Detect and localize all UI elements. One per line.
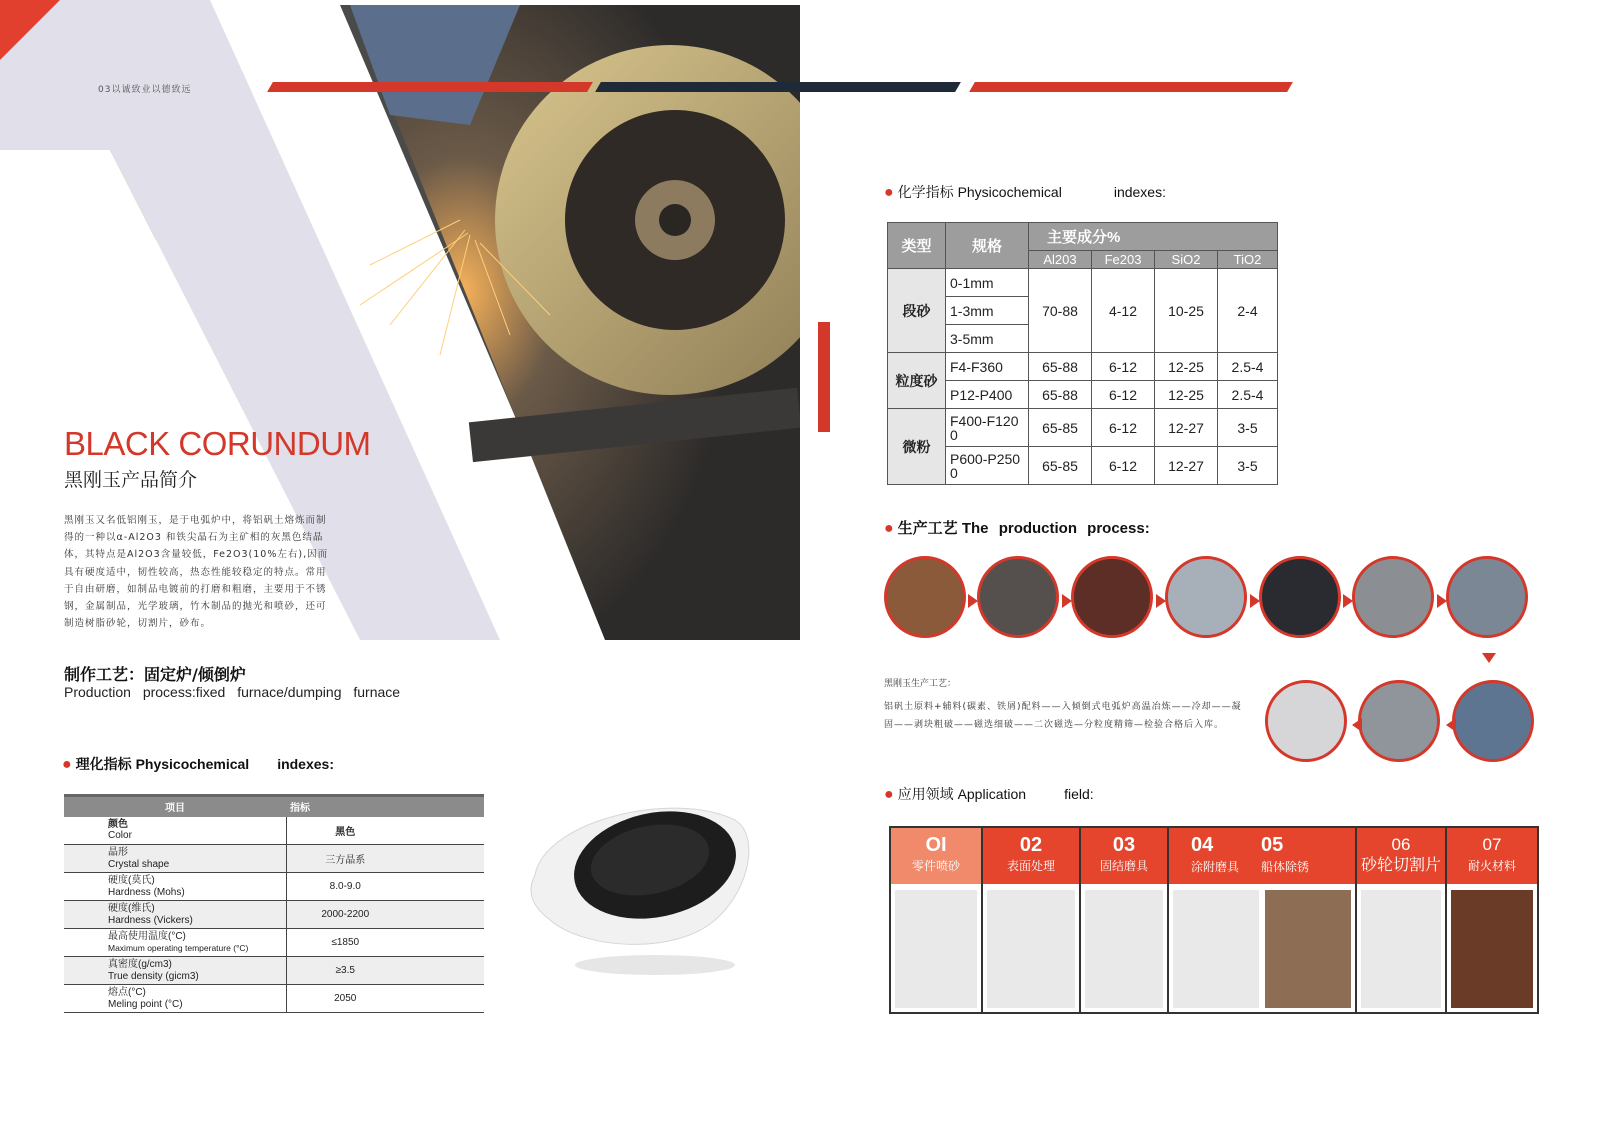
table-row: 最高使用温度(°C) Maximum operating temperature (°C) ≤1850	[64, 929, 484, 957]
chem-heading: ● 化学指标 Physicochemical indexes:	[884, 184, 1166, 201]
table-row: 晶形 Crystal shape 三方晶系	[64, 845, 484, 873]
table-row: 1-3mm	[888, 297, 1278, 325]
production-desc: 铝矾土原料+辅料(碳素、铁屑)配料——入倾倒式电弧炉高温冶炼——冷却——凝固——剥块粗破——磁选细破——二次磁选—分粒度精筛—检验合格后入库。	[884, 702, 1242, 730]
application-item: 02 表面处理	[983, 828, 1081, 1012]
arrow-down-icon	[1482, 653, 1496, 663]
table-row: 真密度(g/cm3) True density (gicm3) ≥3.5	[64, 957, 484, 985]
production-heading: ● 生产工艺 The production process:	[884, 520, 1150, 537]
process-image-crusher	[1352, 556, 1434, 638]
abrasive-belt-image	[1173, 890, 1259, 1008]
arrow-right-icon	[1156, 594, 1166, 608]
process-image-bags	[1265, 680, 1347, 762]
grinding-wheel-image	[1085, 890, 1163, 1008]
process-image-furnace-hall	[977, 556, 1059, 638]
table-row: 微粉 F400-F120 0 65-85 6-12 12-27 3-5	[888, 409, 1278, 447]
process-title-cn: 制作工艺：固定炉/倾倒炉	[64, 665, 246, 684]
arrow-right-icon	[1343, 594, 1353, 608]
application-item: 06 砂轮切割片	[1357, 828, 1447, 1012]
process-image-screening	[1358, 680, 1440, 762]
arrow-left-icon	[1446, 718, 1456, 732]
product-intro: 黑刚玉又名低铝刚玉，是于电弧炉中，将铝矾土熔炼而制得的一种以α-Al2O3 和铁尖晶石为主矿相的灰黑色结晶体，其特点是Al2O3含量较低，Fe2O3(10%左右),因而具有硬度适中，韧性较高，热态性能较稳定的特点。常用于自由研磨，如制品电镀前的打磨和粗磨，主要用于不锈钢，金属制品，光学玻璃，竹木制品的抛光和喷砂，还可制造树脂砂轮，切割片，砂布。	[64, 515, 329, 630]
spoons-image	[987, 890, 1075, 1008]
arrow-left-icon	[1352, 718, 1362, 732]
table-row: 熔点(°C) Meling point (°C) 2050	[64, 985, 484, 1013]
table-row: 颜色 Color 黑色	[64, 817, 484, 845]
table-row: 3-5mm	[888, 325, 1278, 353]
process-image-sieving	[1452, 680, 1534, 762]
table-row: P600-P250 0 65-85 6-12 12-27 3-5	[888, 447, 1278, 485]
process-image-raw-material	[884, 556, 966, 638]
bullet-icon: ●	[62, 756, 72, 773]
bullet-icon: ●	[884, 786, 894, 803]
table-header-row: 类型 规格 主要成分%	[888, 223, 1278, 251]
process-image-smelting	[1165, 556, 1247, 638]
cutting-disc-image	[1361, 890, 1441, 1008]
table-row: P12-P400 65-88 6-12 12-25 2.5-4	[888, 381, 1278, 409]
header-stripe-red-2	[969, 82, 1293, 92]
ship-derusting-image	[1265, 890, 1351, 1008]
process-image-crushed-block	[1259, 556, 1341, 638]
arrow-right-icon	[1062, 594, 1072, 608]
bullet-icon: ●	[884, 184, 894, 201]
process-image-magnetic-sep	[1446, 556, 1528, 638]
arrow-right-icon	[968, 594, 978, 608]
process-image-furnace	[1071, 556, 1153, 638]
application-item-pair: 04 05 涂附磨具 船体除锈	[1169, 828, 1357, 1012]
header-stripe-red	[267, 82, 593, 92]
product-title-en: BLACK CORUNDUM	[64, 425, 371, 462]
phys-table	[64, 794, 484, 1013]
center-accent-bar	[818, 322, 830, 432]
table-row: 段砂 0-1mm 70-88 4-12 10-25 2-4	[888, 269, 1278, 297]
application-strip	[889, 826, 1539, 1014]
table-row: 粒度砂 F4-F360 65-88 6-12 12-25 2.5-4	[888, 353, 1278, 381]
refractory-image	[1451, 890, 1533, 1008]
application-item: 03 固结磨具	[1081, 828, 1169, 1012]
phys-heading: ● 理化指标 Physicochemical indexes:	[62, 756, 334, 773]
table-header-row	[64, 796, 484, 817]
process-title-en: Production process:fixed furnace/dumping furnace	[64, 684, 401, 700]
arrow-right-icon	[1250, 594, 1260, 608]
application-heading: ● 应用领域 Application field:	[884, 786, 1094, 803]
table-subheader-row: Al203 Fe203 SiO2 TiO2	[888, 251, 1278, 269]
product-title-cn: 黑刚玉产品简介	[64, 469, 198, 491]
production-label: 黑刚玉生产工艺：	[884, 679, 957, 689]
header-tag: 03以诚致业以德致远	[98, 85, 192, 95]
table-row: 硬度(维氏) Hardness (Vickers) 2000-2200	[64, 901, 484, 929]
col-item: 项目	[64, 796, 286, 817]
application-item: 07 耐火材料	[1447, 828, 1537, 1012]
application-item: OI 零件喷砂	[891, 828, 983, 1012]
header-stripe-dark	[595, 82, 961, 92]
chem-table	[887, 222, 1278, 485]
table-row: 硬度(莫氏) Hardness (Mohs) 8.0-9.0	[64, 873, 484, 901]
bullet-icon: ●	[884, 520, 894, 537]
pipe-fittings-image	[895, 890, 977, 1008]
arrow-right-icon	[1437, 594, 1447, 608]
hero-photo	[350, 5, 800, 645]
product-bowl-image	[525, 780, 765, 980]
col-index: 指标	[286, 796, 484, 817]
